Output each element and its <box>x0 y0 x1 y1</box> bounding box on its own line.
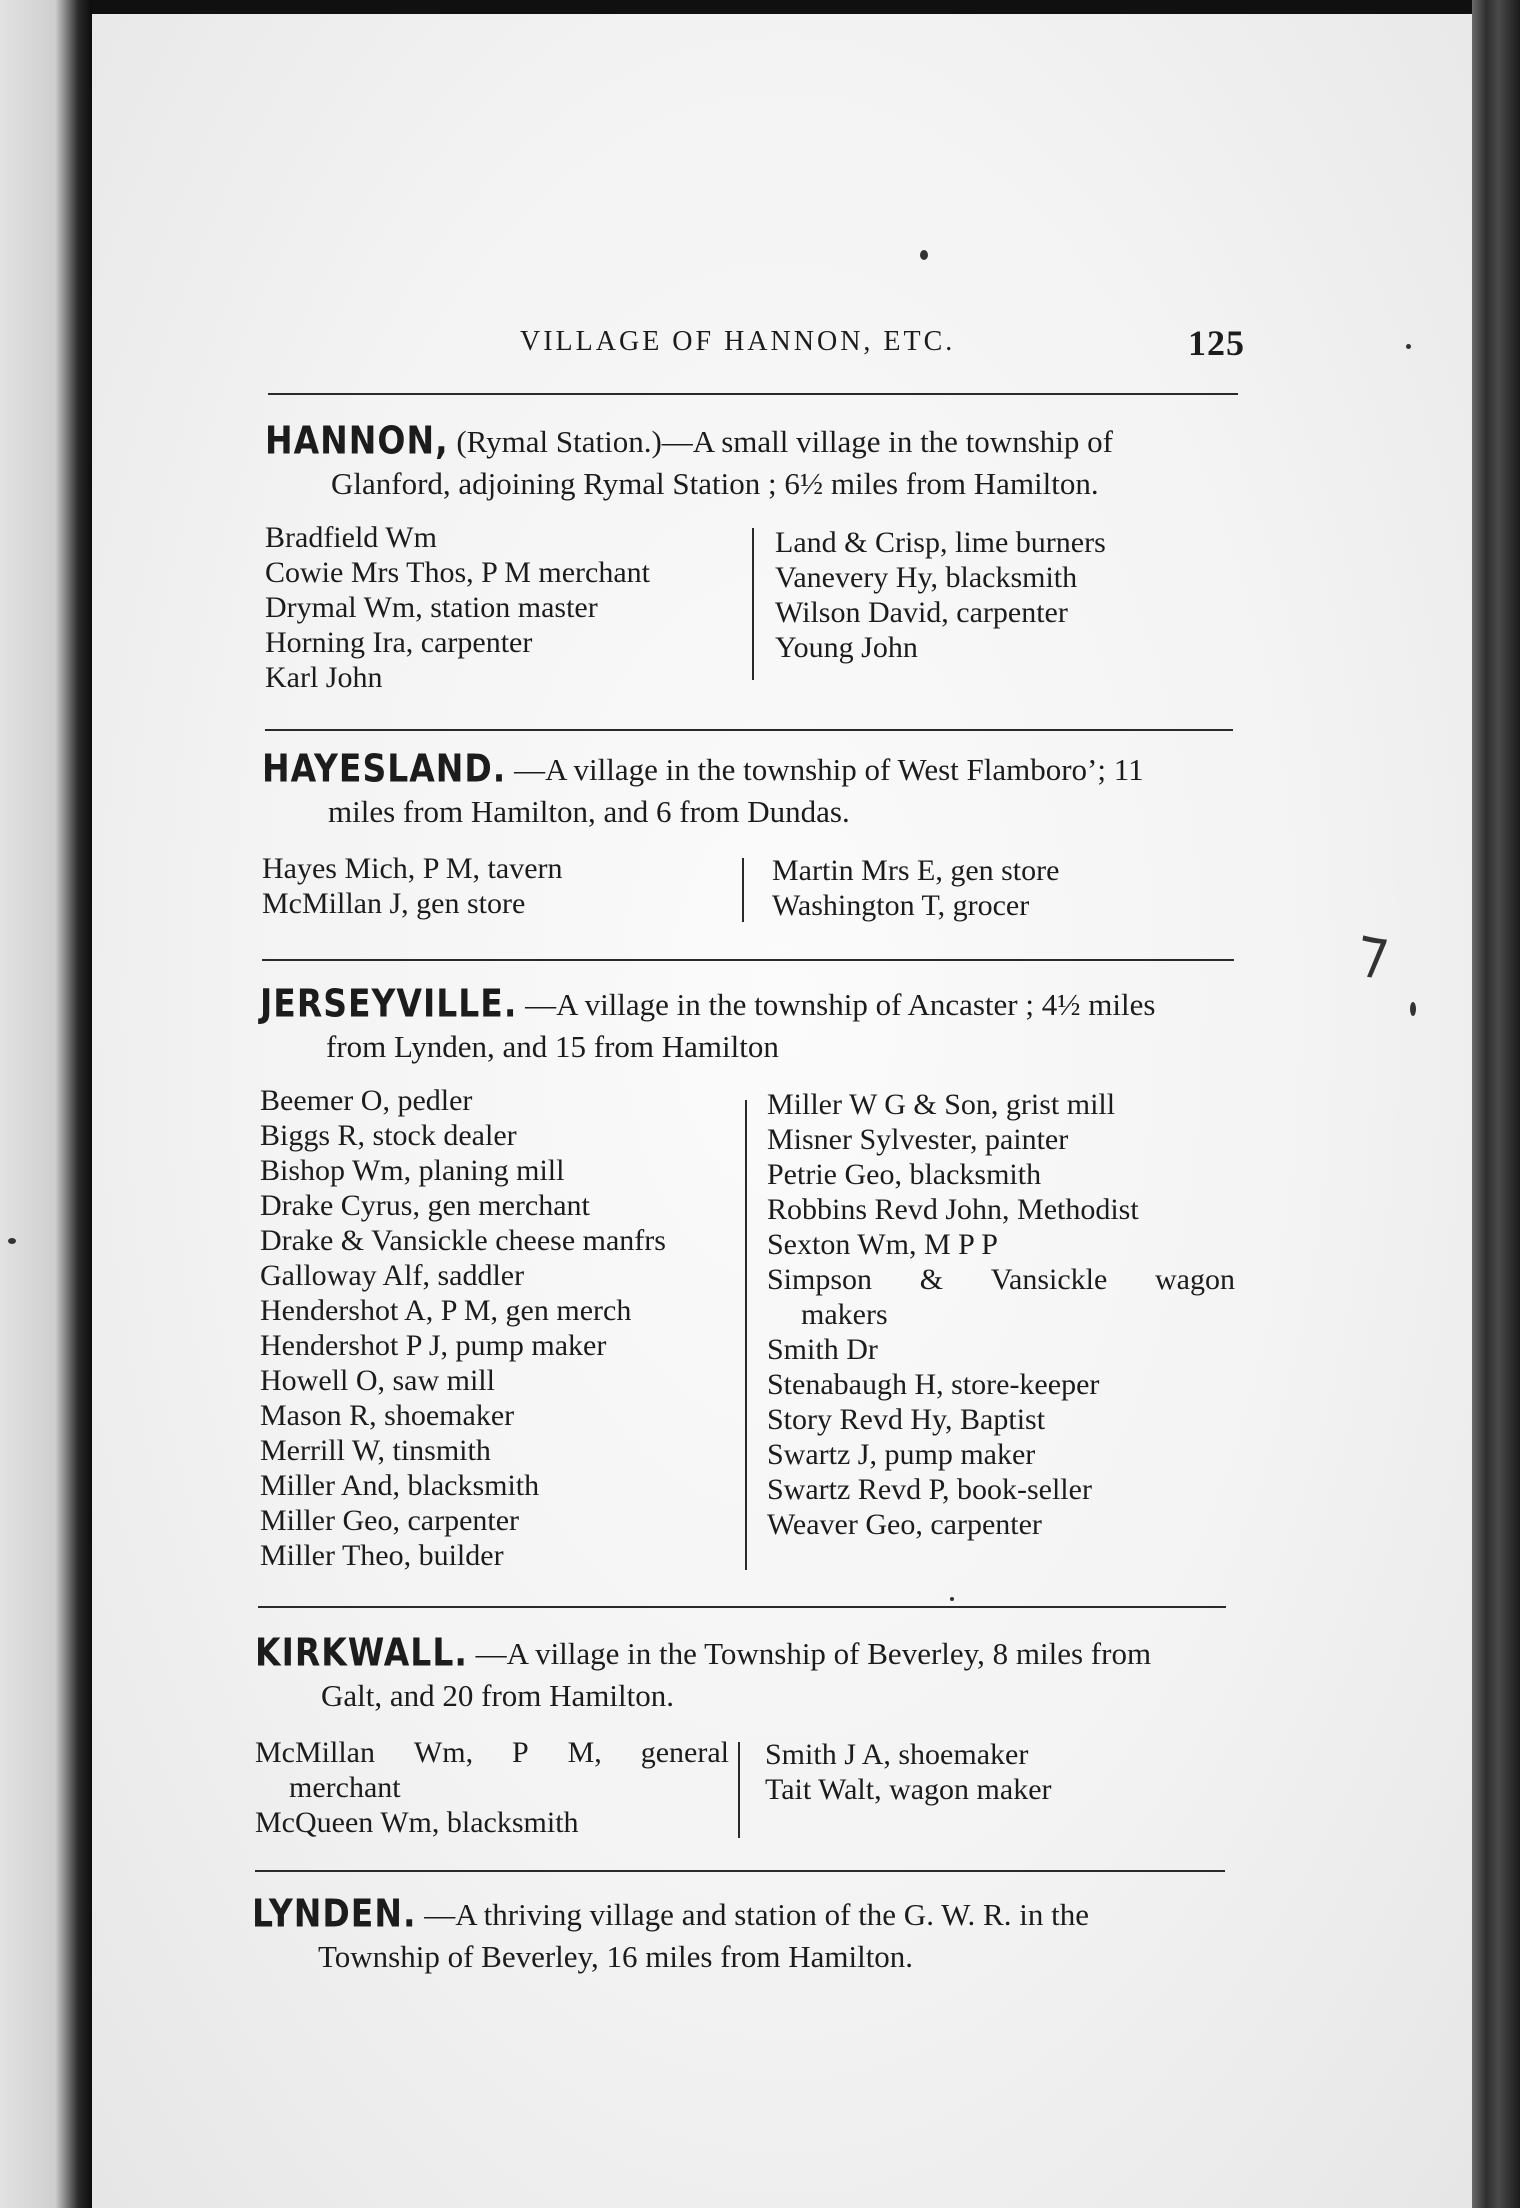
hayesland-right-column <box>772 853 1059 923</box>
scan-mark: ⁊ <box>1352 912 1394 988</box>
word: P <box>512 1736 529 1769</box>
list-item: Stenabaugh H, store-keeper <box>767 1368 1100 1401</box>
hayesland-heading <box>262 748 1242 833</box>
scan-speck <box>1406 344 1411 349</box>
kirkwall-right-column <box>765 1737 1052 1807</box>
list-item: Swartz Revd P, book-seller <box>767 1473 1092 1506</box>
section-rule <box>258 1606 1226 1608</box>
list-item: Horning Ira, carpenter <box>265 626 533 659</box>
word: M, <box>567 1736 602 1769</box>
scan-speck <box>1410 1002 1416 1016</box>
list-item: Mason R, shoemaker <box>260 1399 515 1432</box>
list-item: McQueen Wm, blacksmith <box>255 1806 579 1839</box>
word: general <box>640 1736 729 1769</box>
hayesland-left-column <box>262 851 563 921</box>
scan-speck <box>950 1597 954 1601</box>
place-name: HAYESLAND. <box>262 746 507 791</box>
list-item: Miller And, blacksmith <box>260 1469 540 1502</box>
place-description-cont: Township of Beverley, 16 miles from Hamilton. <box>318 1939 914 1974</box>
list-item: Wilson David, carpenter <box>775 596 1068 629</box>
place-name: KIRKWALL. <box>255 1630 468 1675</box>
section-rule <box>265 729 1233 731</box>
justified-line <box>767 1262 1235 1297</box>
page-number: 125 <box>1188 323 1245 363</box>
list-item-wrapped <box>767 1262 1235 1332</box>
kirkwall-heading <box>255 1632 1235 1717</box>
place-description-cont: Glanford, adjoining Rymal Station ; 6½ miles from Hamilton. <box>331 466 1099 501</box>
list-item: Smith Dr <box>767 1333 878 1366</box>
column-divider <box>742 858 744 922</box>
hannon-right-column <box>775 525 1106 665</box>
list-item: Bradfield Wm <box>265 521 437 554</box>
list-item: Petrie Geo, blacksmith <box>767 1158 1042 1191</box>
list-item: Smith J A, shoemaker <box>765 1738 1029 1771</box>
list-item: Hendershot P J, pump maker <box>260 1329 607 1362</box>
list-item: Miller Geo, carpenter <box>260 1504 520 1537</box>
scan-speck <box>8 1238 16 1244</box>
running-head: VILLAGE OF HANNON, ETC. <box>520 326 956 357</box>
scan-speck <box>920 250 928 260</box>
list-item: Cowie Mrs Thos, P M merchant <box>265 556 650 589</box>
list-item: Drake & Vansickle cheese manfrs <box>260 1224 666 1257</box>
place-description: —A village in the township of West Flamboro’; 11 <box>514 752 1144 787</box>
list-item: Bishop Wm, planing mill <box>260 1154 565 1187</box>
list-item: Hayes Mich, P M, tavern <box>262 852 563 885</box>
list-item: Galloway Alf, saddler <box>260 1259 525 1292</box>
list-item: Vanevery Hy, blacksmith <box>775 561 1078 594</box>
list-item: Beemer O, pedler <box>260 1084 473 1117</box>
place-name: LYNDEN. <box>252 1891 417 1936</box>
list-item: Story Revd Hy, Baptist <box>767 1403 1046 1436</box>
hannon-heading <box>265 420 1245 505</box>
section-rule <box>255 1870 1225 1872</box>
place-description: —A village in the township of Ancaster ; 4½ miles <box>525 987 1156 1022</box>
jerseyville-right-column <box>767 1087 1235 1542</box>
word: Vansickle <box>990 1263 1108 1296</box>
place-description-cont: from Lynden, and 15 from Hamilton <box>326 1029 779 1064</box>
header-rule <box>268 393 1238 395</box>
list-item: Drake Cyrus, gen merchant <box>260 1189 590 1222</box>
list-item: Weaver Geo, carpenter <box>767 1508 1042 1541</box>
list-item: McMillan J, gen store <box>262 887 526 920</box>
book-spine-edge <box>1472 0 1520 2208</box>
place-description-cont: Galt, and 20 from Hamilton. <box>321 1678 674 1713</box>
word: McMillan <box>255 1736 375 1769</box>
jerseyville-left-column <box>260 1083 666 1573</box>
list-item: Miller W G & Son, grist mill <box>767 1088 1116 1121</box>
list-item: Howell O, saw mill <box>260 1364 495 1397</box>
list-item-continuation: merchant <box>289 1771 401 1804</box>
word: Simpson <box>767 1263 873 1296</box>
justified-line <box>255 1735 729 1770</box>
list-item: Land & Crisp, lime burners <box>775 526 1106 559</box>
list-item: Karl John <box>265 661 383 694</box>
list-item: Misner Sylvester, painter <box>767 1123 1069 1156</box>
column-divider <box>745 1100 747 1570</box>
word: wagon <box>1154 1263 1235 1296</box>
list-item-wrapped <box>255 1735 729 1805</box>
list-item: Young John <box>775 631 918 664</box>
place-name: HANNON, <box>265 418 449 463</box>
list-item: Swartz J, pump maker <box>767 1438 1036 1471</box>
list-item: Hendershot A, P M, gen merch <box>260 1294 632 1327</box>
list-item: Tait Walt, wagon maker <box>765 1773 1052 1806</box>
word: & <box>919 1263 944 1296</box>
place-name: JERSEYVILLE. <box>260 981 518 1026</box>
place-description: (Rymal Station.)—A small village in the township of <box>456 424 1113 459</box>
place-description-cont: miles from Hamilton, and 6 from Dundas. <box>328 794 850 829</box>
word: Wm, <box>413 1736 474 1769</box>
list-item: Martin Mrs E, gen store <box>772 854 1060 887</box>
list-item: Merrill W, tinsmith <box>260 1434 491 1467</box>
column-divider <box>738 1742 740 1838</box>
place-description: —A thriving village and station of the G. W. R. in the <box>424 1897 1089 1932</box>
list-item: Biggs R, stock dealer <box>260 1119 517 1152</box>
lynden-heading <box>252 1893 1232 1978</box>
kirkwall-left-column <box>255 1735 729 1840</box>
place-description: —A village in the Township of Beverley, 8 miles from <box>475 1636 1152 1671</box>
scan-top-border <box>0 0 1520 14</box>
list-item: Miller Theo, builder <box>260 1539 504 1572</box>
hannon-left-column <box>265 520 650 695</box>
column-divider <box>752 528 754 680</box>
list-item: Washington T, grocer <box>772 889 1030 922</box>
list-item: Sexton Wm, M P P <box>767 1228 998 1261</box>
section-rule <box>262 959 1234 961</box>
list-item: Drymal Wm, station master <box>265 591 598 624</box>
facing-page-edge <box>0 0 92 2208</box>
list-item: Robbins Revd John, Methodist <box>767 1193 1139 1226</box>
list-item-continuation: makers <box>801 1298 888 1331</box>
jerseyville-heading <box>260 983 1240 1068</box>
